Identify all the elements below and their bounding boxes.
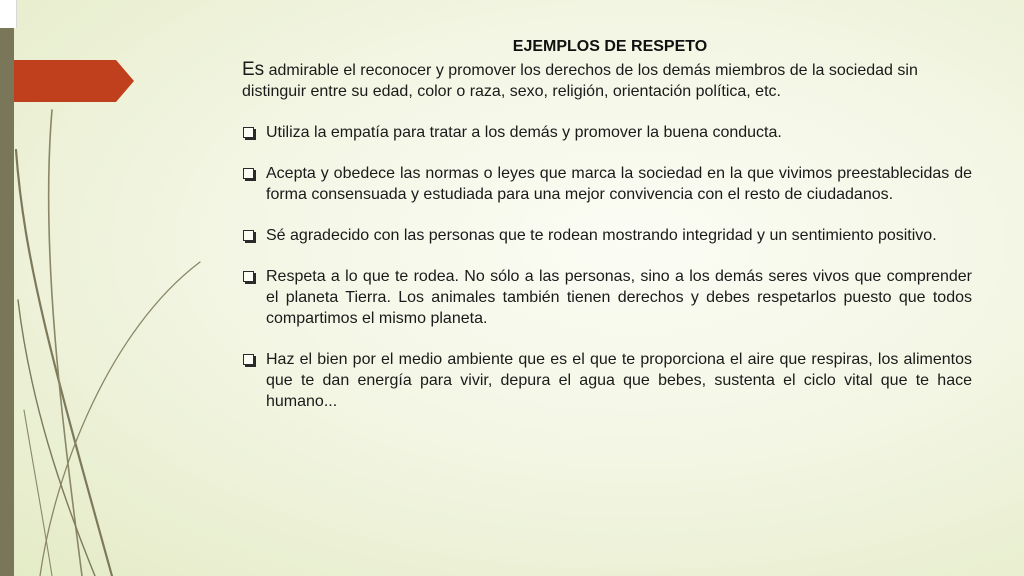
slide-title: EJEMPLOS DE RESPETO [512,38,708,55]
checkbox-square-icon [243,354,254,365]
checkbox-square-icon [243,230,254,241]
stem-5 [24,410,52,576]
stem-1 [16,150,112,576]
list-item-text: Acepta y obedece las normas o leyes que marca la sociedad en la que vivimos preestablecidas de forma consensuada y estudiada para una mejor convivencia con el resto de ciudadanos. [266,165,972,203]
list-item [242,349,972,412]
stem-2 [49,110,82,576]
stem-4 [18,300,95,576]
list-item-text: Respeta a lo que te rodea. No sólo a las personas, sino a los demás seres vivos que comprender el planeta Tierra. Los animales también tienen derechos y debes respetarlos puesto que todos compartimos el mismo planeta. [266,268,972,327]
bullet-list [242,122,972,412]
intro-text: admirable el reconocer y promover los derechos de los demás miembros de la sociedad sin distinguir entre su edad, color o raza, sexo, religión, orientación política, etc. [242,62,918,100]
list-item-text: Haz el bien por el medio ambiente que es el que te proporciona el aire que respiras, los alimentos que te dan energía para vivir, depura el agua que bebes, sustenta el ciclo vital que te hace humano... [266,351,972,410]
slide-content [242,59,972,432]
list-item [242,122,972,143]
list-item-text: Utiliza la empatía para tratar a los demás y promover la buena conducta. [266,124,782,141]
checkbox-square-icon [243,127,254,138]
stem-3 [40,262,200,576]
checkbox-square-icon [243,271,254,282]
checkbox-square-icon [243,168,254,179]
intro-paragraph [242,59,972,102]
intro-first-word: Es [242,59,265,80]
list-item [242,163,972,205]
list-item-text: Sé agradecido con las personas que te rodean mostrando integridad y un sentimiento positivo. [266,227,937,244]
list-item [242,225,972,246]
list-item [242,266,972,329]
